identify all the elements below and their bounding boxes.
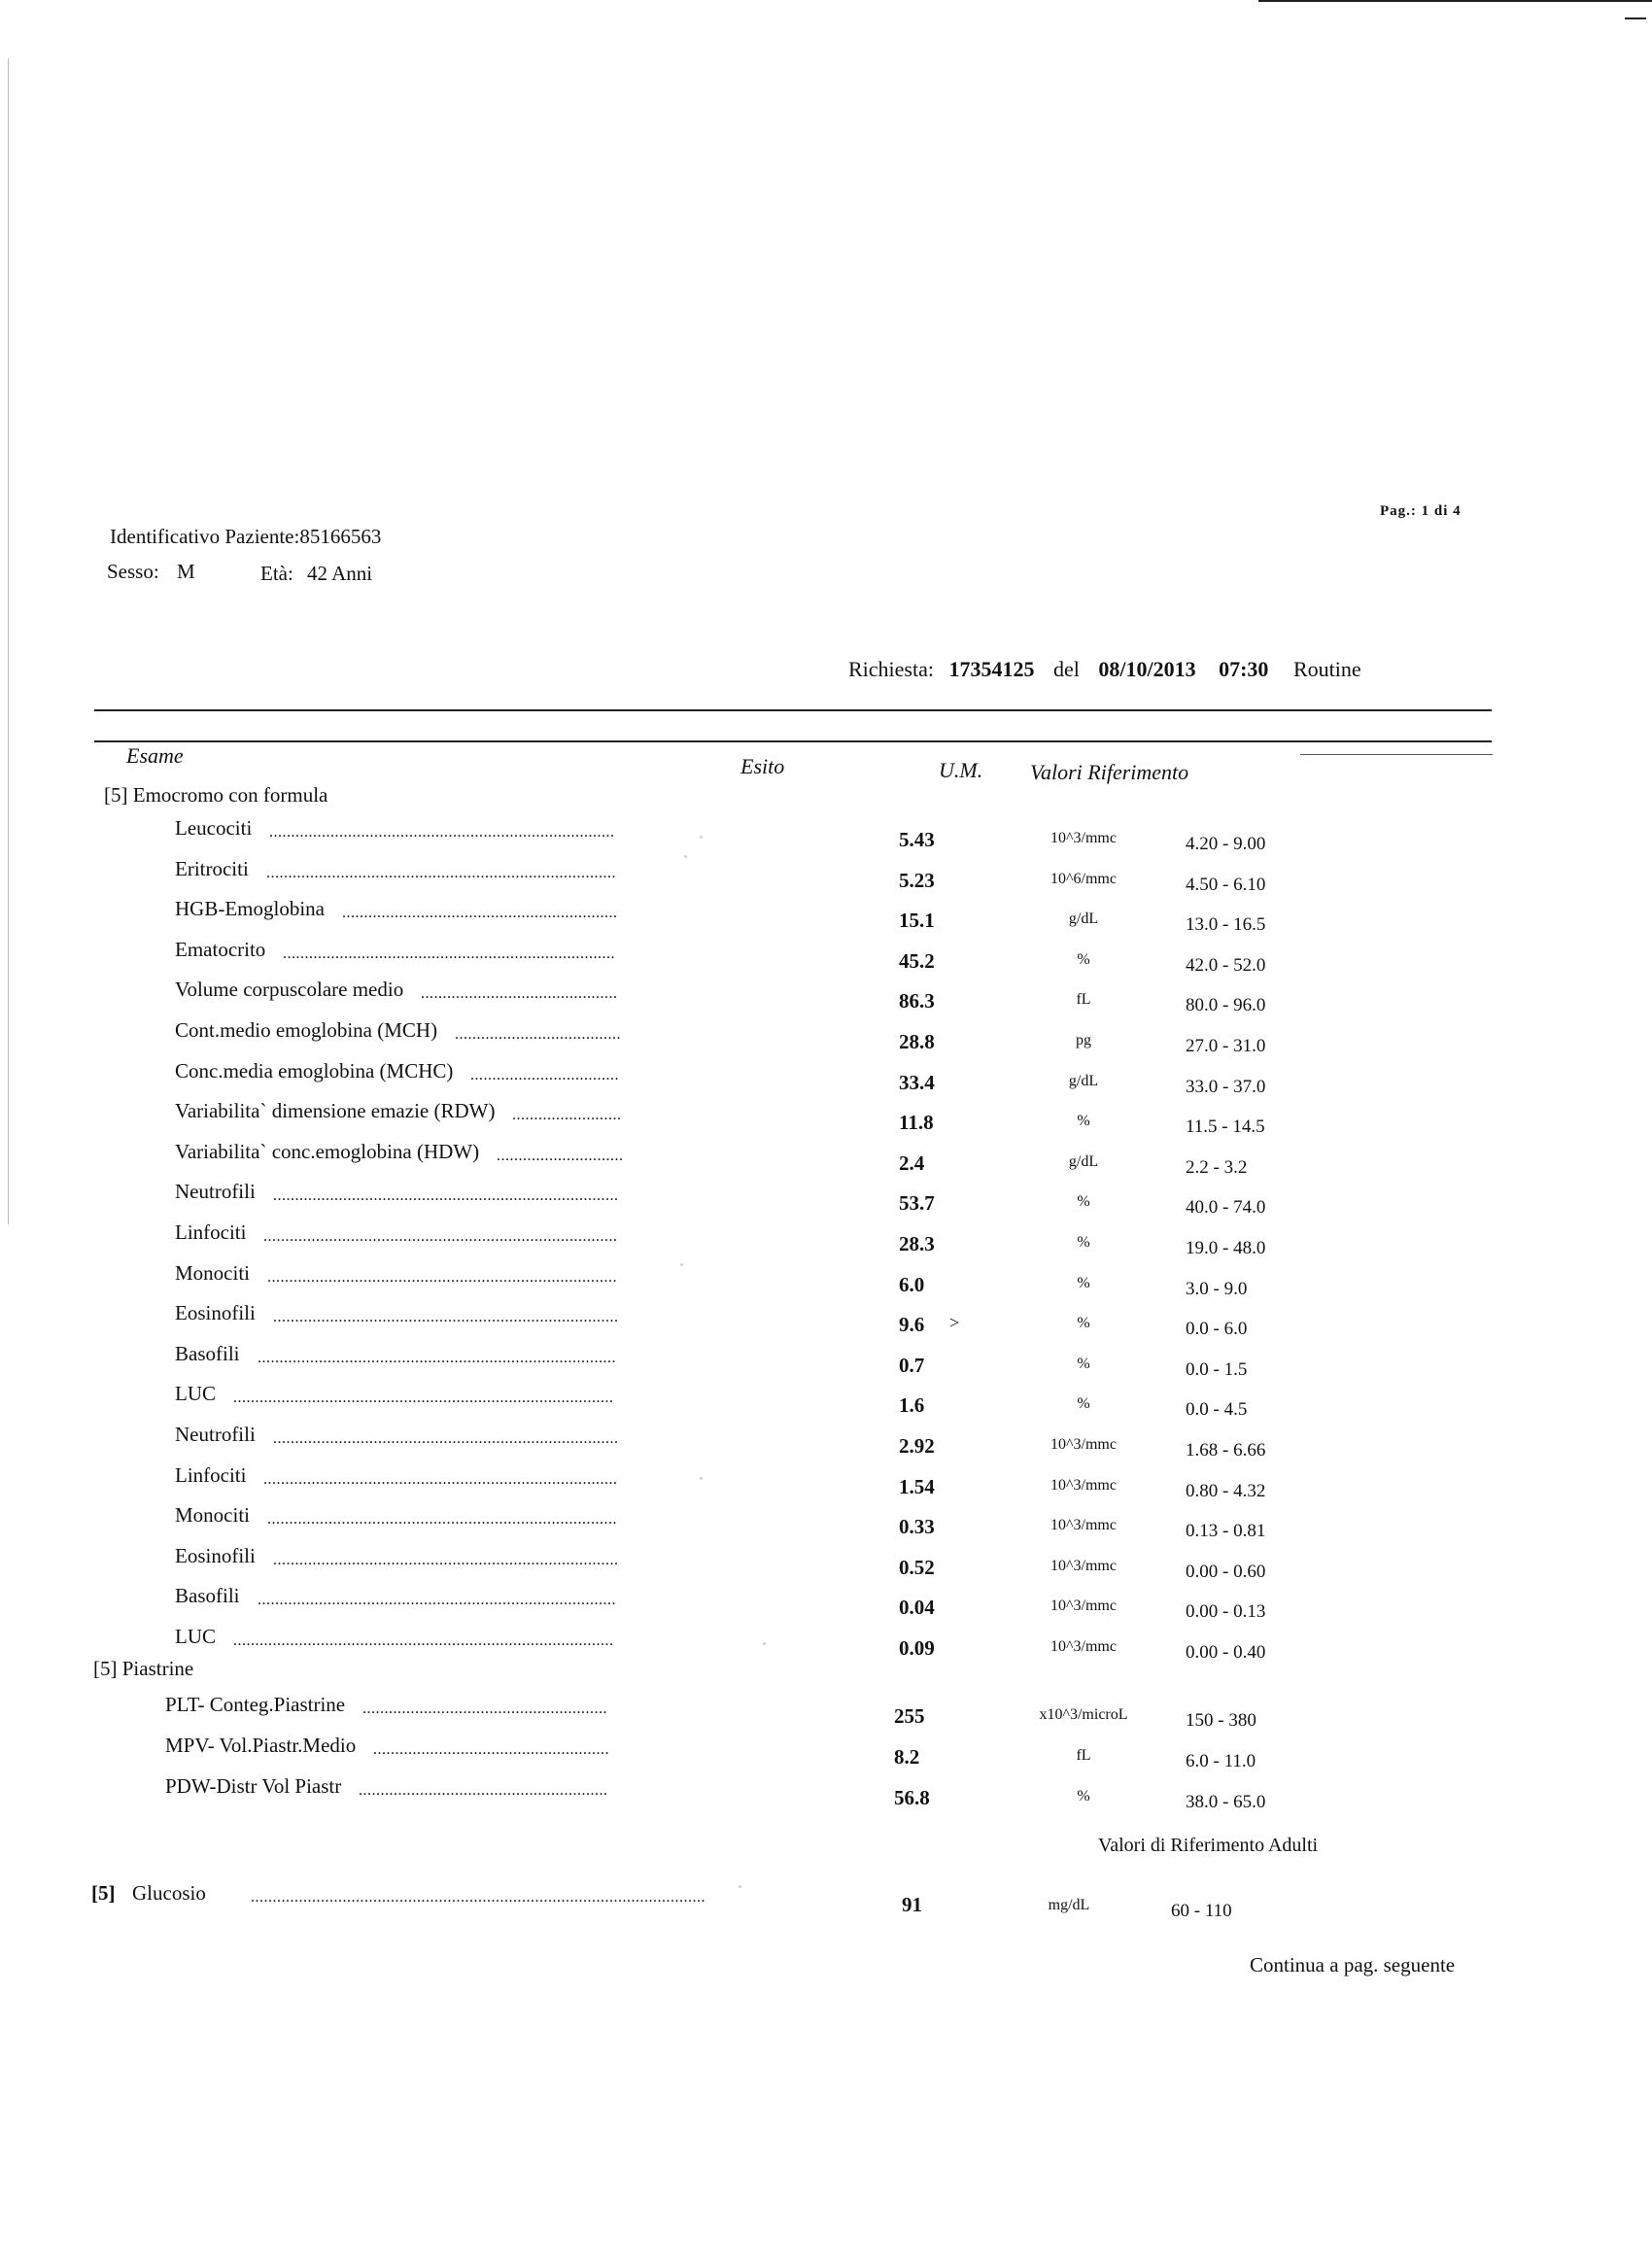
reference-range: 13.0 - 16.5 [1186,914,1266,936]
section-emocromo: [5] Emocromo con formula [104,783,328,807]
request-date: 08/10/2013 [1098,657,1196,681]
result-value: 28.8 [899,1030,935,1053]
header-rule-short [1300,754,1493,755]
reference-range: 0.0 - 4.5 [1186,1399,1248,1421]
reference-range: 80.0 - 96.0 [1186,995,1266,1016]
leader-dots: ......................................................... [359,1782,608,1799]
result-value: 0.7 [899,1353,925,1377]
result-value: 45.2 [899,948,935,973]
unit: % [1077,1395,1090,1413]
unit: % [1077,1113,1090,1130]
leader-dots: ............................................................................... [273,1430,619,1447]
column-unit: U.M. [939,758,983,782]
leader-dots: .................................................................................. [258,1592,616,1609]
sex-value: M [177,560,195,583]
result-value: 9.6 [899,1313,925,1337]
leader-dots: ................................................................................ [267,1511,617,1529]
unit: 10^3/mmc [1050,1638,1117,1655]
leader-dots: ............................................................................... [273,1551,619,1568]
leader-dots: ....................................................................................... [233,1390,614,1407]
exam-name: Monociti [175,1503,250,1528]
column-result: Esito [740,754,785,778]
unit: x10^3/microL [1039,1706,1128,1723]
table-row [0,1734,1652,1772]
result-value: 0.52 [899,1555,935,1579]
leader-dots: ......................... [512,1107,622,1124]
continue-note: Continua a pag. seguente [1250,1953,1456,1976]
result-value: 33.4 [899,1070,935,1094]
exam-name: Variabilita` dimensione emazie (RDW) [175,1099,496,1123]
unit: % [1077,1315,1090,1332]
unit: 10^3/mmc [1050,1436,1117,1453]
result-value: 28.3 [899,1232,935,1255]
table-row [0,978,1652,1016]
request-label: Richiesta: [848,657,934,681]
glucosio-row [0,1881,1652,1920]
unit: pg [1076,1032,1091,1048]
reference-range: 1.68 - 6.66 [1186,1440,1266,1460]
leader-dots: ................................................................................ [266,864,616,881]
header-rule-top [94,709,1492,711]
exam-name: PLT- Conteg.Piastrine [165,1693,346,1716]
unit: fL [1076,991,1091,1009]
unit: % [1077,1234,1090,1251]
leader-dots: ...................................... [455,1026,621,1043]
unit: g/dL [1068,1072,1099,1089]
leader-dots: ................................................................................. [263,1470,618,1488]
table-row [0,857,1652,896]
table-row [0,1382,1652,1421]
leader-dots: ............................................................... [342,905,618,922]
result-value: 0.04 [899,1596,935,1620]
table-row [0,1099,1652,1138]
exam-name: Volume corpuscolare medio [175,978,404,1002]
exam-name: Neutrofili [175,1180,256,1204]
scan-speck [739,1885,741,1888]
exam-name: Basofili [175,1584,240,1608]
leader-dots: ................................................................................. [263,1228,618,1245]
reference-range: 2.2 - 3.2 [1186,1156,1248,1178]
reference-range: 6.0 - 11.0 [1186,1751,1256,1771]
table-row [0,938,1652,977]
reference-range: 0.80 - 4.32 [1186,1480,1266,1501]
patient-id-line [110,525,381,549]
reference-range: 4.20 - 9.00 [1186,834,1266,854]
reference-range: 38.0 - 65.0 [1186,1792,1266,1812]
patient-id-label: Identificativo Paziente: [110,525,300,548]
table-row [0,1463,1652,1502]
reference-range: 4.50 - 6.10 [1186,874,1266,895]
leader-dots: ........................................................ [362,1701,607,1717]
reference-note: Valori di Riferimento Adulti [1098,1835,1319,1856]
reference-range: 11.5 - 14.5 [1186,1117,1265,1138]
patient-id: 85166563 [299,525,382,548]
scan-speck [763,1642,766,1645]
reference-range: 40.0 - 74.0 [1186,1197,1266,1219]
leader-dots: ............................................................................... [269,824,615,841]
result-value: 0.33 [899,1515,935,1539]
glucosio-code: [5] [91,1881,116,1905]
exam-name: Eosinofili [175,1543,256,1567]
exam-name: Variabilita` conc.emoglobina (HDW) [175,1139,480,1163]
table-row [0,816,1652,855]
unit: 10^6/mmc [1050,870,1117,887]
exam-name: Linfociti [175,1220,247,1244]
exam-name: Conc.media emoglobina (MCHC) [175,1058,454,1082]
table-row [0,1180,1652,1219]
table-row [0,1059,1652,1098]
table-row [0,1261,1652,1300]
reference-range: 0.00 - 0.13 [1186,1601,1266,1623]
exam-name: Linfociti [175,1462,247,1487]
exam-name: Monociti [175,1260,250,1285]
exam-name: Ematocrito [175,937,266,961]
glucosio-unit: mg/dL [1048,1897,1090,1913]
result-value: 53.7 [899,1191,935,1216]
exam-name: LUC [175,1382,216,1406]
table-row [0,1774,1652,1813]
result-value: 2.92 [899,1434,935,1458]
exam-name: Eritrociti [175,856,249,880]
table-row [0,1140,1652,1179]
table-row [0,1301,1652,1340]
table-row [0,1423,1652,1461]
request-number: 17354125 [948,657,1035,681]
table-row [0,1018,1652,1057]
exam-name: Neutrofili [175,1423,256,1446]
unit: 10^3/mmc [1050,1517,1117,1534]
unit: % [1077,950,1090,968]
exam-name: MPV- Vol.Piastr.Medio [165,1734,357,1757]
scan-speck [684,855,687,858]
age-value: 42 Anni [307,562,373,585]
leader-dots: ................................................................................ [267,1268,617,1286]
unit: % [1077,1274,1090,1291]
sex-label: Sesso: [107,560,159,583]
glucosio-leader-dots: ........................................................................................................ [251,1889,706,1906]
unit: 10^3/mmc [1050,1557,1117,1574]
result-value: 86.3 [899,989,935,1014]
request-del-label: del [1052,657,1080,681]
reference-range: 3.0 - 9.0 [1186,1278,1248,1299]
reference-range: 0.13 - 0.81 [1186,1521,1266,1542]
leader-dots: ............................. [497,1147,624,1164]
section-piastrine: [5] Piastrine [93,1657,194,1680]
result-value: 1.6 [899,1393,925,1418]
table-row [0,1544,1652,1583]
request-line [848,657,1361,682]
reference-range: 27.0 - 31.0 [1186,1036,1266,1056]
page-number: Pag.: 1 di 4 [1380,503,1462,519]
table-row [0,1584,1652,1623]
reference-range: 0.00 - 0.60 [1186,1561,1266,1582]
reference-range: 0.00 - 0.40 [1186,1642,1266,1663]
age-label: Età: [260,562,293,585]
reference-range: 150 - 380 [1186,1710,1256,1731]
unit: % [1077,1193,1090,1211]
reference-range: 19.0 - 48.0 [1186,1238,1266,1258]
exam-name: Leucociti [175,816,253,840]
exam-name: Cont.medio emoglobina (MCH) [175,1018,438,1042]
scan-speck [700,1477,703,1480]
leader-dots: ...................................................... [373,1741,609,1758]
leader-dots: ....................................................................................... [233,1632,614,1649]
glucosio-name: Glucosio [132,1881,206,1905]
exam-name: HGB-Emoglobina [175,897,325,921]
table-row [0,1342,1652,1381]
header-rule-bottom [94,740,1492,742]
exam-name: LUC [175,1625,216,1648]
result-value: 5.43 [899,828,935,851]
leader-dots: ............................................. [421,985,618,1003]
unit: g/dL [1068,1152,1099,1170]
table-row [0,1220,1652,1259]
result-value: 1.54 [899,1474,935,1498]
reference-range: 33.0 - 37.0 [1186,1076,1266,1097]
result-value: 15.1 [899,909,935,933]
column-reference: Valori Riferimento [1030,760,1189,784]
result-value: 56.8 [894,1786,930,1809]
unit: 10^3/mmc [1050,1476,1117,1494]
result-value: 255 [894,1704,925,1728]
exam-name: Basofili [175,1341,240,1365]
scan-speck [700,836,703,839]
unit: % [1077,1788,1090,1804]
column-exam: Esame [126,743,184,768]
exam-name: Eosinofili [175,1301,256,1325]
unit: 10^3/mmc [1050,830,1117,846]
result-value: 5.23 [899,868,935,892]
leader-dots: ............................................................................... [273,1187,619,1205]
result-value: 0.09 [899,1636,935,1660]
result-value: 11.8 [899,1111,934,1135]
table-row [0,1503,1652,1542]
glucosio-ref: 60 - 110 [1171,1901,1232,1921]
scan-top-edge [1258,0,1652,2]
unit: g/dL [1068,911,1099,928]
table-row [0,1625,1652,1664]
request-time: 07:30 [1219,657,1269,681]
table-row [0,897,1652,936]
unit: fL [1076,1747,1091,1764]
result-value: 6.0 [899,1272,925,1296]
unit: % [1077,1355,1090,1372]
scan-speck [680,1263,683,1266]
exam-name: PDW-Distr Vol Piastr [165,1774,342,1798]
reference-range: 0.0 - 6.0 [1186,1319,1248,1340]
leader-dots: .................................................................................. [258,1349,616,1366]
request-type: Routine [1292,657,1361,681]
leader-dots: .................................. [470,1066,619,1083]
table-row [0,1693,1652,1732]
abnormal-flag: > [949,1313,960,1333]
unit: 10^3/mmc [1050,1598,1117,1615]
leader-dots: ............................................................................ [283,945,615,962]
result-value: 8.2 [894,1745,920,1769]
scan-top-mark [1625,17,1646,19]
result-value: 2.4 [899,1151,925,1175]
reference-range: 0.0 - 1.5 [1186,1358,1248,1380]
reference-range: 42.0 - 52.0 [1186,954,1266,976]
leader-dots: ............................................................................... [273,1309,619,1326]
glucosio-value: 91 [902,1893,922,1916]
